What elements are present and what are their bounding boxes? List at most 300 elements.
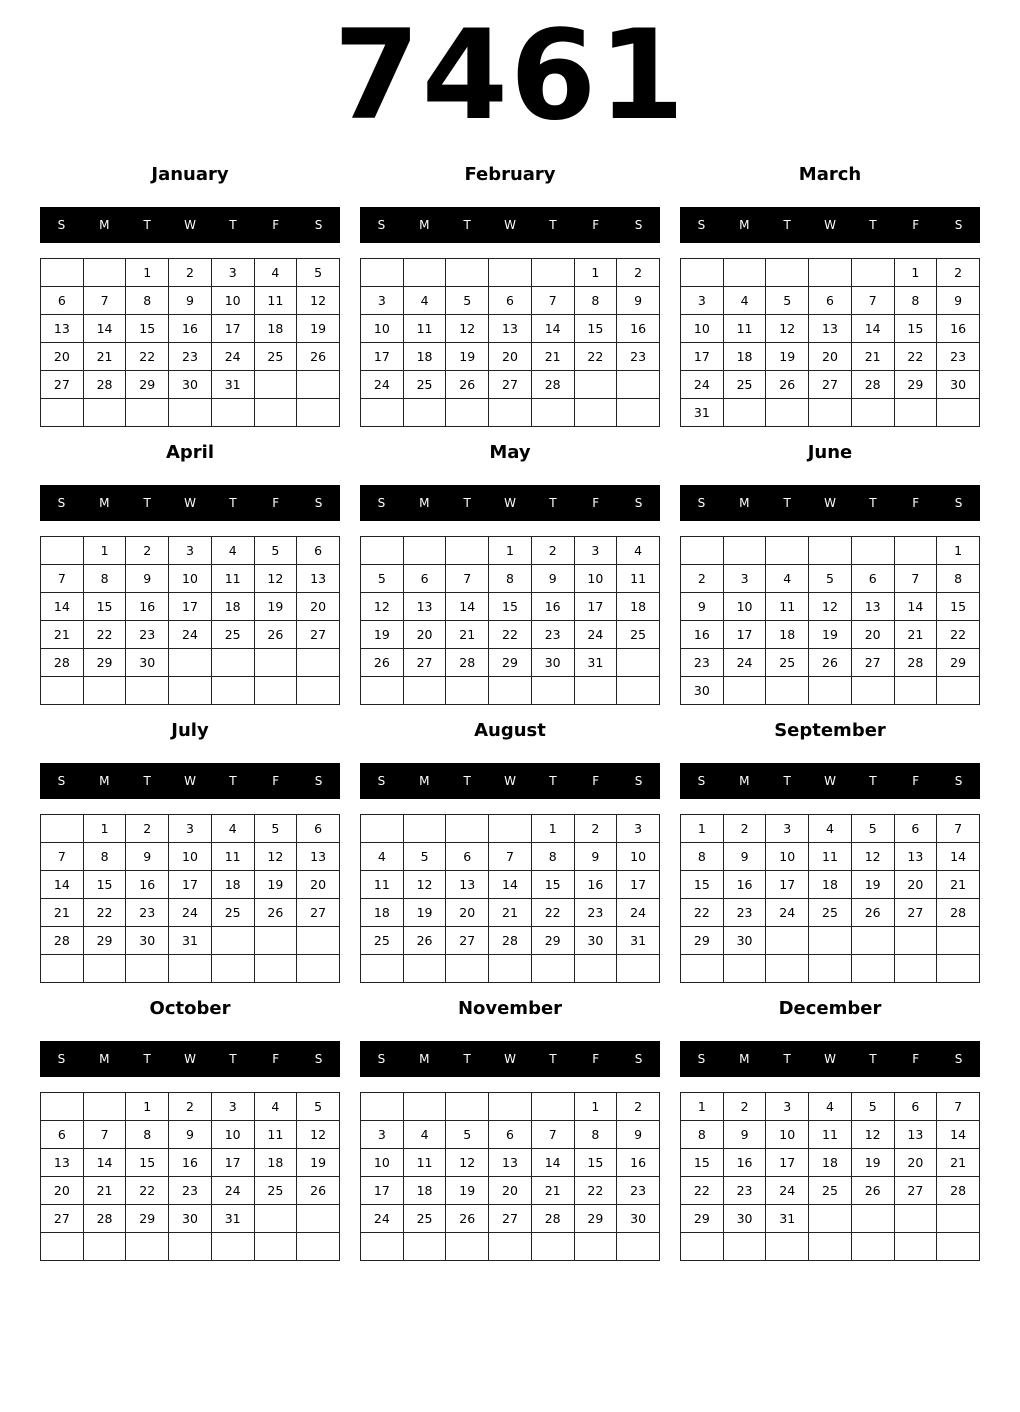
day-cell: 2 — [723, 1093, 766, 1121]
day-cell: 2 — [531, 537, 574, 565]
day-cell — [617, 677, 660, 705]
day-cell: 5 — [297, 1093, 340, 1121]
day-cell: 5 — [254, 815, 297, 843]
day-cell: 28 — [446, 649, 489, 677]
day-cell: 6 — [403, 565, 446, 593]
weekday-label: T — [143, 218, 151, 232]
day-cell: 9 — [126, 843, 169, 871]
day-cell — [254, 649, 297, 677]
day-cell: 7 — [446, 565, 489, 593]
weekday-label: W — [184, 1052, 196, 1066]
day-cell: 10 — [169, 565, 212, 593]
day-cell — [766, 399, 809, 427]
weekday-label: W — [824, 496, 836, 510]
day-cell: 25 — [809, 1177, 852, 1205]
week-row — [41, 343, 340, 371]
day-cell: 14 — [446, 593, 489, 621]
day-cell: 19 — [851, 1149, 894, 1177]
day-cell: 27 — [297, 899, 340, 927]
week-row — [361, 955, 660, 983]
day-cell: 11 — [403, 315, 446, 343]
day-cell: 17 — [574, 593, 617, 621]
week-row — [361, 871, 660, 899]
weekday-label: F — [272, 496, 280, 510]
day-cell — [723, 537, 766, 565]
weekday-label: S — [954, 774, 963, 788]
day-cell: 6 — [41, 1121, 84, 1149]
day-cell — [681, 1233, 724, 1261]
day-cell: 11 — [254, 1121, 297, 1149]
weekday-header — [360, 485, 660, 521]
week-row — [41, 399, 340, 427]
day-cell: 4 — [361, 843, 404, 871]
day-cell: 6 — [41, 287, 84, 315]
day-cell: 2 — [574, 815, 617, 843]
day-cell: 29 — [894, 371, 937, 399]
day-cell: 5 — [766, 287, 809, 315]
week-row — [41, 955, 340, 983]
day-cell: 10 — [211, 287, 254, 315]
day-cell: 2 — [617, 259, 660, 287]
day-cell — [403, 537, 446, 565]
day-cell: 2 — [937, 259, 980, 287]
day-cell: 3 — [617, 815, 660, 843]
month-name: September — [774, 720, 886, 741]
day-cell: 3 — [169, 815, 212, 843]
day-cell — [937, 1233, 980, 1261]
day-cell: 11 — [211, 843, 254, 871]
day-cell: 31 — [211, 371, 254, 399]
day-cell: 8 — [574, 1121, 617, 1149]
day-cell — [851, 1205, 894, 1233]
day-cell: 26 — [297, 343, 340, 371]
day-cell — [297, 927, 340, 955]
week-row — [41, 1149, 340, 1177]
day-cell: 12 — [403, 871, 446, 899]
day-cell: 28 — [894, 649, 937, 677]
day-cell: 21 — [851, 343, 894, 371]
day-cell: 6 — [809, 287, 852, 315]
weekday-label: T — [869, 218, 877, 232]
day-cell: 20 — [403, 621, 446, 649]
day-cell: 12 — [254, 843, 297, 871]
week-row — [681, 1093, 980, 1121]
day-cell: 20 — [894, 871, 937, 899]
day-cell: 14 — [937, 843, 980, 871]
weekday-label: T — [549, 496, 557, 510]
day-cell: 9 — [723, 843, 766, 871]
day-cell: 20 — [489, 343, 532, 371]
day-cell: 2 — [723, 815, 766, 843]
week-row — [41, 1233, 340, 1261]
day-cell: 24 — [361, 371, 404, 399]
day-cell: 10 — [723, 593, 766, 621]
day-cell: 6 — [489, 287, 532, 315]
week-row — [41, 315, 340, 343]
week-row — [41, 537, 340, 565]
day-cell: 12 — [851, 1121, 894, 1149]
day-cell: 4 — [403, 1121, 446, 1149]
day-cell — [894, 537, 937, 565]
weekday-header — [680, 1041, 980, 1077]
weekday-label: T — [229, 774, 237, 788]
day-cell: 1 — [681, 815, 724, 843]
day-cell: 17 — [211, 1149, 254, 1177]
day-cell: 12 — [809, 593, 852, 621]
day-cell: 21 — [41, 899, 84, 927]
day-cell: 1 — [681, 1093, 724, 1121]
day-cell — [894, 1205, 937, 1233]
weekday-label: T — [549, 774, 557, 788]
day-cell — [403, 1233, 446, 1261]
day-cell: 3 — [169, 537, 212, 565]
day-cell: 30 — [169, 1205, 212, 1233]
day-cell: 30 — [531, 649, 574, 677]
weekday-label: M — [99, 218, 110, 232]
day-cell: 27 — [41, 371, 84, 399]
weekday-label: S — [377, 218, 386, 232]
day-cell: 22 — [894, 343, 937, 371]
day-cell: 30 — [723, 927, 766, 955]
day-cell: 19 — [403, 899, 446, 927]
week-row — [41, 259, 340, 287]
day-cell: 6 — [297, 537, 340, 565]
day-cell: 24 — [574, 621, 617, 649]
day-cell: 25 — [361, 927, 404, 955]
day-cell: 15 — [83, 593, 126, 621]
day-cell — [723, 259, 766, 287]
day-cell: 15 — [126, 315, 169, 343]
day-cell: 6 — [446, 843, 489, 871]
day-cell: 4 — [809, 1093, 852, 1121]
day-cell: 17 — [169, 593, 212, 621]
day-cell — [809, 927, 852, 955]
day-cell: 26 — [446, 1205, 489, 1233]
day-cell: 9 — [574, 843, 617, 871]
day-cell: 23 — [617, 343, 660, 371]
week-row — [41, 1205, 340, 1233]
day-cell — [851, 1233, 894, 1261]
day-cell: 1 — [894, 259, 937, 287]
day-cell: 16 — [531, 593, 574, 621]
day-cell — [894, 677, 937, 705]
day-cell: 17 — [681, 343, 724, 371]
day-grid — [40, 536, 340, 705]
day-cell — [894, 955, 937, 983]
day-cell — [254, 927, 297, 955]
day-cell: 13 — [41, 315, 84, 343]
day-cell — [446, 259, 489, 287]
day-cell — [169, 649, 212, 677]
day-cell: 19 — [297, 315, 340, 343]
day-cell — [809, 1205, 852, 1233]
day-cell — [41, 259, 84, 287]
weekday-label: S — [954, 218, 963, 232]
day-cell — [446, 399, 489, 427]
week-row — [41, 927, 340, 955]
day-cell: 17 — [617, 871, 660, 899]
weekday-label: T — [143, 1052, 151, 1066]
day-cell: 9 — [531, 565, 574, 593]
weekday-label: F — [912, 774, 920, 788]
day-cell: 1 — [574, 259, 617, 287]
day-cell: 17 — [361, 343, 404, 371]
day-cell: 9 — [617, 1121, 660, 1149]
day-cell — [41, 955, 84, 983]
week-row — [681, 259, 980, 287]
day-cell: 12 — [446, 1149, 489, 1177]
week-row — [361, 371, 660, 399]
day-cell: 19 — [809, 621, 852, 649]
weekday-label: W — [184, 774, 196, 788]
day-cell: 13 — [403, 593, 446, 621]
day-cell: 16 — [723, 871, 766, 899]
day-cell: 15 — [126, 1149, 169, 1177]
day-cell: 6 — [894, 1093, 937, 1121]
day-cell: 4 — [211, 815, 254, 843]
weekday-header — [40, 207, 340, 243]
day-cell: 31 — [169, 927, 212, 955]
day-cell: 17 — [169, 871, 212, 899]
day-cell: 14 — [894, 593, 937, 621]
day-cell — [574, 399, 617, 427]
day-cell: 24 — [211, 1177, 254, 1205]
day-cell — [531, 399, 574, 427]
weekday-header — [680, 207, 980, 243]
day-cell: 18 — [766, 621, 809, 649]
day-cell — [489, 1093, 532, 1121]
day-cell: 27 — [489, 1205, 532, 1233]
day-cell: 18 — [254, 315, 297, 343]
day-cell: 9 — [681, 593, 724, 621]
day-cell: 11 — [809, 843, 852, 871]
weekday-label: F — [272, 1052, 280, 1066]
day-cell: 13 — [809, 315, 852, 343]
day-cell: 3 — [766, 1093, 809, 1121]
month-name: January — [151, 164, 229, 185]
day-cell — [766, 1233, 809, 1261]
week-row — [361, 1093, 660, 1121]
day-cell — [617, 649, 660, 677]
day-cell — [894, 927, 937, 955]
week-row — [681, 287, 980, 315]
weekday-label: S — [634, 774, 643, 788]
day-grid — [680, 814, 980, 983]
day-cell — [937, 677, 980, 705]
day-cell: 28 — [41, 649, 84, 677]
day-cell: 12 — [254, 565, 297, 593]
week-row — [681, 677, 980, 705]
day-cell — [361, 399, 404, 427]
day-cell — [617, 955, 660, 983]
day-cell: 17 — [211, 315, 254, 343]
day-cell: 15 — [574, 315, 617, 343]
week-row — [41, 815, 340, 843]
day-cell: 21 — [41, 621, 84, 649]
day-cell: 30 — [574, 927, 617, 955]
day-cell: 23 — [937, 343, 980, 371]
week-row — [681, 621, 980, 649]
week-row — [681, 593, 980, 621]
weekday-header — [40, 485, 340, 521]
day-cell — [809, 399, 852, 427]
month-name: October — [149, 998, 231, 1019]
day-grid — [360, 258, 660, 427]
day-cell: 29 — [83, 649, 126, 677]
day-cell: 10 — [361, 315, 404, 343]
day-cell: 3 — [211, 1093, 254, 1121]
day-cell: 18 — [361, 899, 404, 927]
day-cell: 14 — [83, 315, 126, 343]
day-cell — [83, 259, 126, 287]
weekday-label: S — [57, 496, 66, 510]
day-cell: 5 — [297, 259, 340, 287]
day-cell: 3 — [766, 815, 809, 843]
day-cell: 14 — [41, 871, 84, 899]
day-cell — [297, 649, 340, 677]
day-cell: 21 — [531, 1177, 574, 1205]
day-cell — [851, 955, 894, 983]
week-row — [681, 927, 980, 955]
day-cell — [531, 1093, 574, 1121]
day-cell — [446, 1093, 489, 1121]
day-cell: 3 — [681, 287, 724, 315]
day-cell: 15 — [574, 1149, 617, 1177]
day-cell: 25 — [254, 343, 297, 371]
day-cell — [254, 1205, 297, 1233]
day-cell: 5 — [446, 1121, 489, 1149]
day-cell — [723, 955, 766, 983]
day-cell: 13 — [297, 843, 340, 871]
weekday-label: W — [184, 496, 196, 510]
weekday-label: M — [419, 774, 430, 788]
week-row — [681, 955, 980, 983]
day-cell: 16 — [169, 315, 212, 343]
day-cell — [681, 955, 724, 983]
weekday-label: T — [869, 774, 877, 788]
day-cell: 19 — [446, 343, 489, 371]
weekday-header — [40, 763, 340, 799]
day-cell — [297, 371, 340, 399]
week-row — [681, 1205, 980, 1233]
month-name: December — [778, 998, 882, 1019]
day-cell — [446, 1233, 489, 1261]
day-cell: 29 — [574, 1205, 617, 1233]
day-cell: 30 — [617, 1205, 660, 1233]
week-row — [681, 343, 980, 371]
week-row — [681, 537, 980, 565]
day-cell: 5 — [851, 815, 894, 843]
day-cell: 4 — [254, 259, 297, 287]
day-cell: 25 — [617, 621, 660, 649]
day-cell: 24 — [723, 649, 766, 677]
day-cell — [297, 955, 340, 983]
day-cell — [766, 677, 809, 705]
day-cell: 21 — [83, 1177, 126, 1205]
day-cell: 16 — [617, 315, 660, 343]
day-cell: 31 — [211, 1205, 254, 1233]
day-cell — [446, 955, 489, 983]
day-cell — [361, 537, 404, 565]
weekday-label: M — [99, 774, 110, 788]
week-row — [41, 621, 340, 649]
month-name: June — [807, 442, 853, 463]
day-cell — [809, 955, 852, 983]
day-cell: 1 — [531, 815, 574, 843]
day-cell — [361, 677, 404, 705]
week-row — [681, 1233, 980, 1261]
day-cell: 8 — [531, 843, 574, 871]
day-cell — [617, 1233, 660, 1261]
day-cell: 7 — [83, 1121, 126, 1149]
day-cell: 10 — [766, 1121, 809, 1149]
day-grid — [680, 258, 980, 427]
weekday-label: F — [592, 774, 600, 788]
day-cell — [809, 677, 852, 705]
day-cell: 20 — [851, 621, 894, 649]
weekday-label: S — [634, 1052, 643, 1066]
day-cell: 10 — [617, 843, 660, 871]
day-cell: 28 — [489, 927, 532, 955]
day-cell: 4 — [211, 537, 254, 565]
weekday-label: W — [504, 218, 516, 232]
day-cell: 9 — [937, 287, 980, 315]
week-row — [41, 899, 340, 927]
week-row — [361, 287, 660, 315]
day-cell — [574, 677, 617, 705]
day-cell: 20 — [297, 593, 340, 621]
day-cell — [41, 399, 84, 427]
week-row — [361, 399, 660, 427]
day-cell — [297, 399, 340, 427]
day-cell: 16 — [126, 871, 169, 899]
weekday-label: T — [783, 218, 791, 232]
day-cell: 22 — [83, 899, 126, 927]
day-cell: 20 — [41, 343, 84, 371]
day-cell — [403, 259, 446, 287]
day-cell: 18 — [211, 593, 254, 621]
day-cell: 15 — [83, 871, 126, 899]
day-cell: 20 — [446, 899, 489, 927]
weekday-label: S — [314, 774, 323, 788]
day-cell: 19 — [851, 871, 894, 899]
day-cell: 18 — [723, 343, 766, 371]
weekday-label: M — [419, 1052, 430, 1066]
weekday-label: T — [549, 1052, 557, 1066]
day-cell: 29 — [83, 927, 126, 955]
day-cell: 22 — [574, 343, 617, 371]
day-cell — [766, 259, 809, 287]
day-cell — [211, 955, 254, 983]
weekday-label: S — [954, 496, 963, 510]
day-cell: 22 — [531, 899, 574, 927]
day-cell: 11 — [403, 1149, 446, 1177]
week-row — [41, 287, 340, 315]
day-cell: 8 — [126, 287, 169, 315]
day-cell: 13 — [894, 1121, 937, 1149]
day-cell: 31 — [681, 399, 724, 427]
day-cell — [531, 955, 574, 983]
day-cell: 28 — [937, 899, 980, 927]
day-cell: 27 — [894, 1177, 937, 1205]
day-cell — [809, 259, 852, 287]
week-row — [681, 871, 980, 899]
day-cell — [211, 649, 254, 677]
month-name: February — [464, 164, 556, 185]
week-row — [41, 843, 340, 871]
day-cell: 8 — [681, 843, 724, 871]
day-cell: 7 — [937, 1093, 980, 1121]
